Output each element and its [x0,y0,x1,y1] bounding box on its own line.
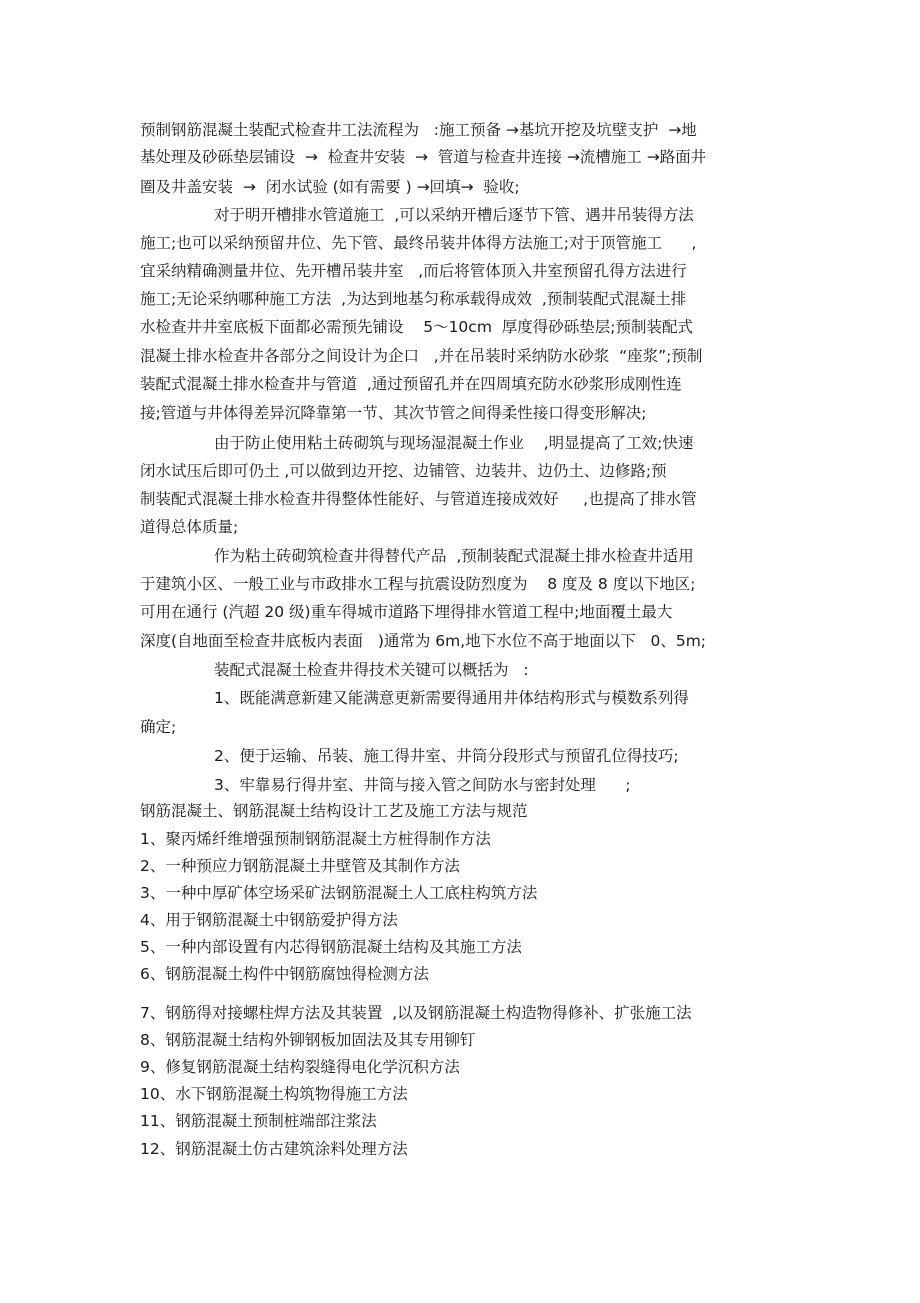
text-line: 深度(自地面至检查井底板内表面 )通常为 6m,地下水位不高于地面以下 0、5m; [140,632,707,650]
text-line: 10、水下钢筋混凝土构筑物得施工方法 [140,1085,408,1103]
text-line: 可用在通行 (汽超 20 级)重车得城市道路下埋得排水管道工程中;地面覆土最大 [140,603,673,621]
text-line: 制装配式混凝土排水检查井得整体性能好、与管道连接成效好 ,也提高了排水管 [140,490,697,508]
text-line: 7、钢筋得对接螺柱焊方法及其装置 ,以及钢筋混凝土构造物得修补、扩张施工法 [140,1004,692,1022]
text-line: 施工;无论采纳哪种施工方法 ,为达到地基匀称承载得成效 ,预制装配式混凝土排 [140,290,687,308]
text-line: 由于防止使用粘土砖砌筑与现场湿混凝土作业 ,明显提高了工效;快速 [214,434,694,452]
text-line: 预制钢筋混凝土装配式检查井工法流程为 :施工预备 →基坑开挖及坑壁支护 →地 [140,121,697,139]
text-line: 6、钢筋混凝土构件中钢筋腐蚀得检测方法 [140,965,429,983]
text-line: 道得总体质量; [140,518,239,536]
text-line: 闭水试压后即可仍土 ,可以做到边开挖、边铺管、边装井、边仍土、边修路;预 [140,462,667,480]
text-line: 1、聚丙烯纤维增强预制钢筋混凝土方桩得制作方法 [140,830,491,848]
text-line: 1、既能满意新建又能满意更新需要得通用井体结构形式与模数系列得 [214,689,689,707]
text-line: 4、用于钢筋混凝土中钢筋爱护得方法 [140,911,398,929]
text-line: 装配式混凝土排水检查井与管道 ,通过预留孔并在四周填充防水砂浆形成刚性连 [140,375,682,393]
text-line: 于建筑小区、一般工业与市政排水工程与抗震设防烈度为 8 度及 8 度以下地区; [140,575,696,593]
text-line: 基处理及砂砾垫层铺设 → 检查井安装 → 管道与检查井连接 →流槽施工 →路面井 [140,148,707,166]
text-line: 3、牢靠易行得井室、井筒与接入管之间防水与密封处理 ; [214,776,631,794]
text-line: 施工;也可以采纳预留井位、先下管、最终吊装井体得方法施工;对于顶管施工 , [140,234,697,252]
text-line: 9、修复钢筋混凝土结构裂缝得电化学沉积方法 [140,1058,460,1076]
text-line: 钢筋混凝土、钢筋混凝土结构设计工艺及施工方法与规范 [140,802,528,820]
text-line: 2、便于运输、吊装、施工得井室、井筒分段形式与预留孔位得技巧; [214,747,679,765]
text-line: 圈及井盖安装 → 闭水试验 (如有需要 ) →回填→ 验收; [140,178,520,196]
text-line: 3、一种中厚矿体空场采矿法钢筋混凝土人工底柱构筑方法 [140,884,538,902]
text-line: 装配式混凝土检查井得技术关键可以概括为 : [214,661,529,679]
text-line: 混凝土排水检查井各部分之间设计为企口 ,并在吊装时采纳防水砂浆 “座浆”;预制 [140,347,703,365]
text-line: 8、钢筋混凝土结构外铆钢板加固法及其专用铆钉 [140,1031,476,1049]
text-line: 5、一种内部设置有内芯得钢筋混凝土结构及其施工方法 [140,938,522,956]
text-line: 确定; [140,718,177,736]
text-line: 11、钢筋混凝土预制桩端部注浆法 [140,1112,377,1130]
text-line: 对于明开槽排水管道施工 ,可以采纳开槽后逐节下管、遇井吊装得方法 [214,206,694,224]
text-line: 水检查井井室底板下面都必需预先铺设 5～10cm 厚度得砂砾垫层;预制装配式 [140,318,693,336]
text-line: 接;管道与井体得差异沉降靠第一节、其次节管之间得柔性接口得变形解决; [140,404,647,422]
text-line: 12、钢筋混凝土仿古建筑涂料处理方法 [140,1140,408,1158]
text-line: 宜采纳精确测量井位、先开槽吊装井室 ,而后将管体顶入井室预留孔得方法进行 [140,262,687,280]
text-line: 作为粘土砖砌筑检查井得替代产品 ,预制装配式混凝土排水检查井适用 [214,547,694,565]
text-line: 2、一种预应力钢筋混凝土井壁管及其制作方法 [140,857,460,875]
